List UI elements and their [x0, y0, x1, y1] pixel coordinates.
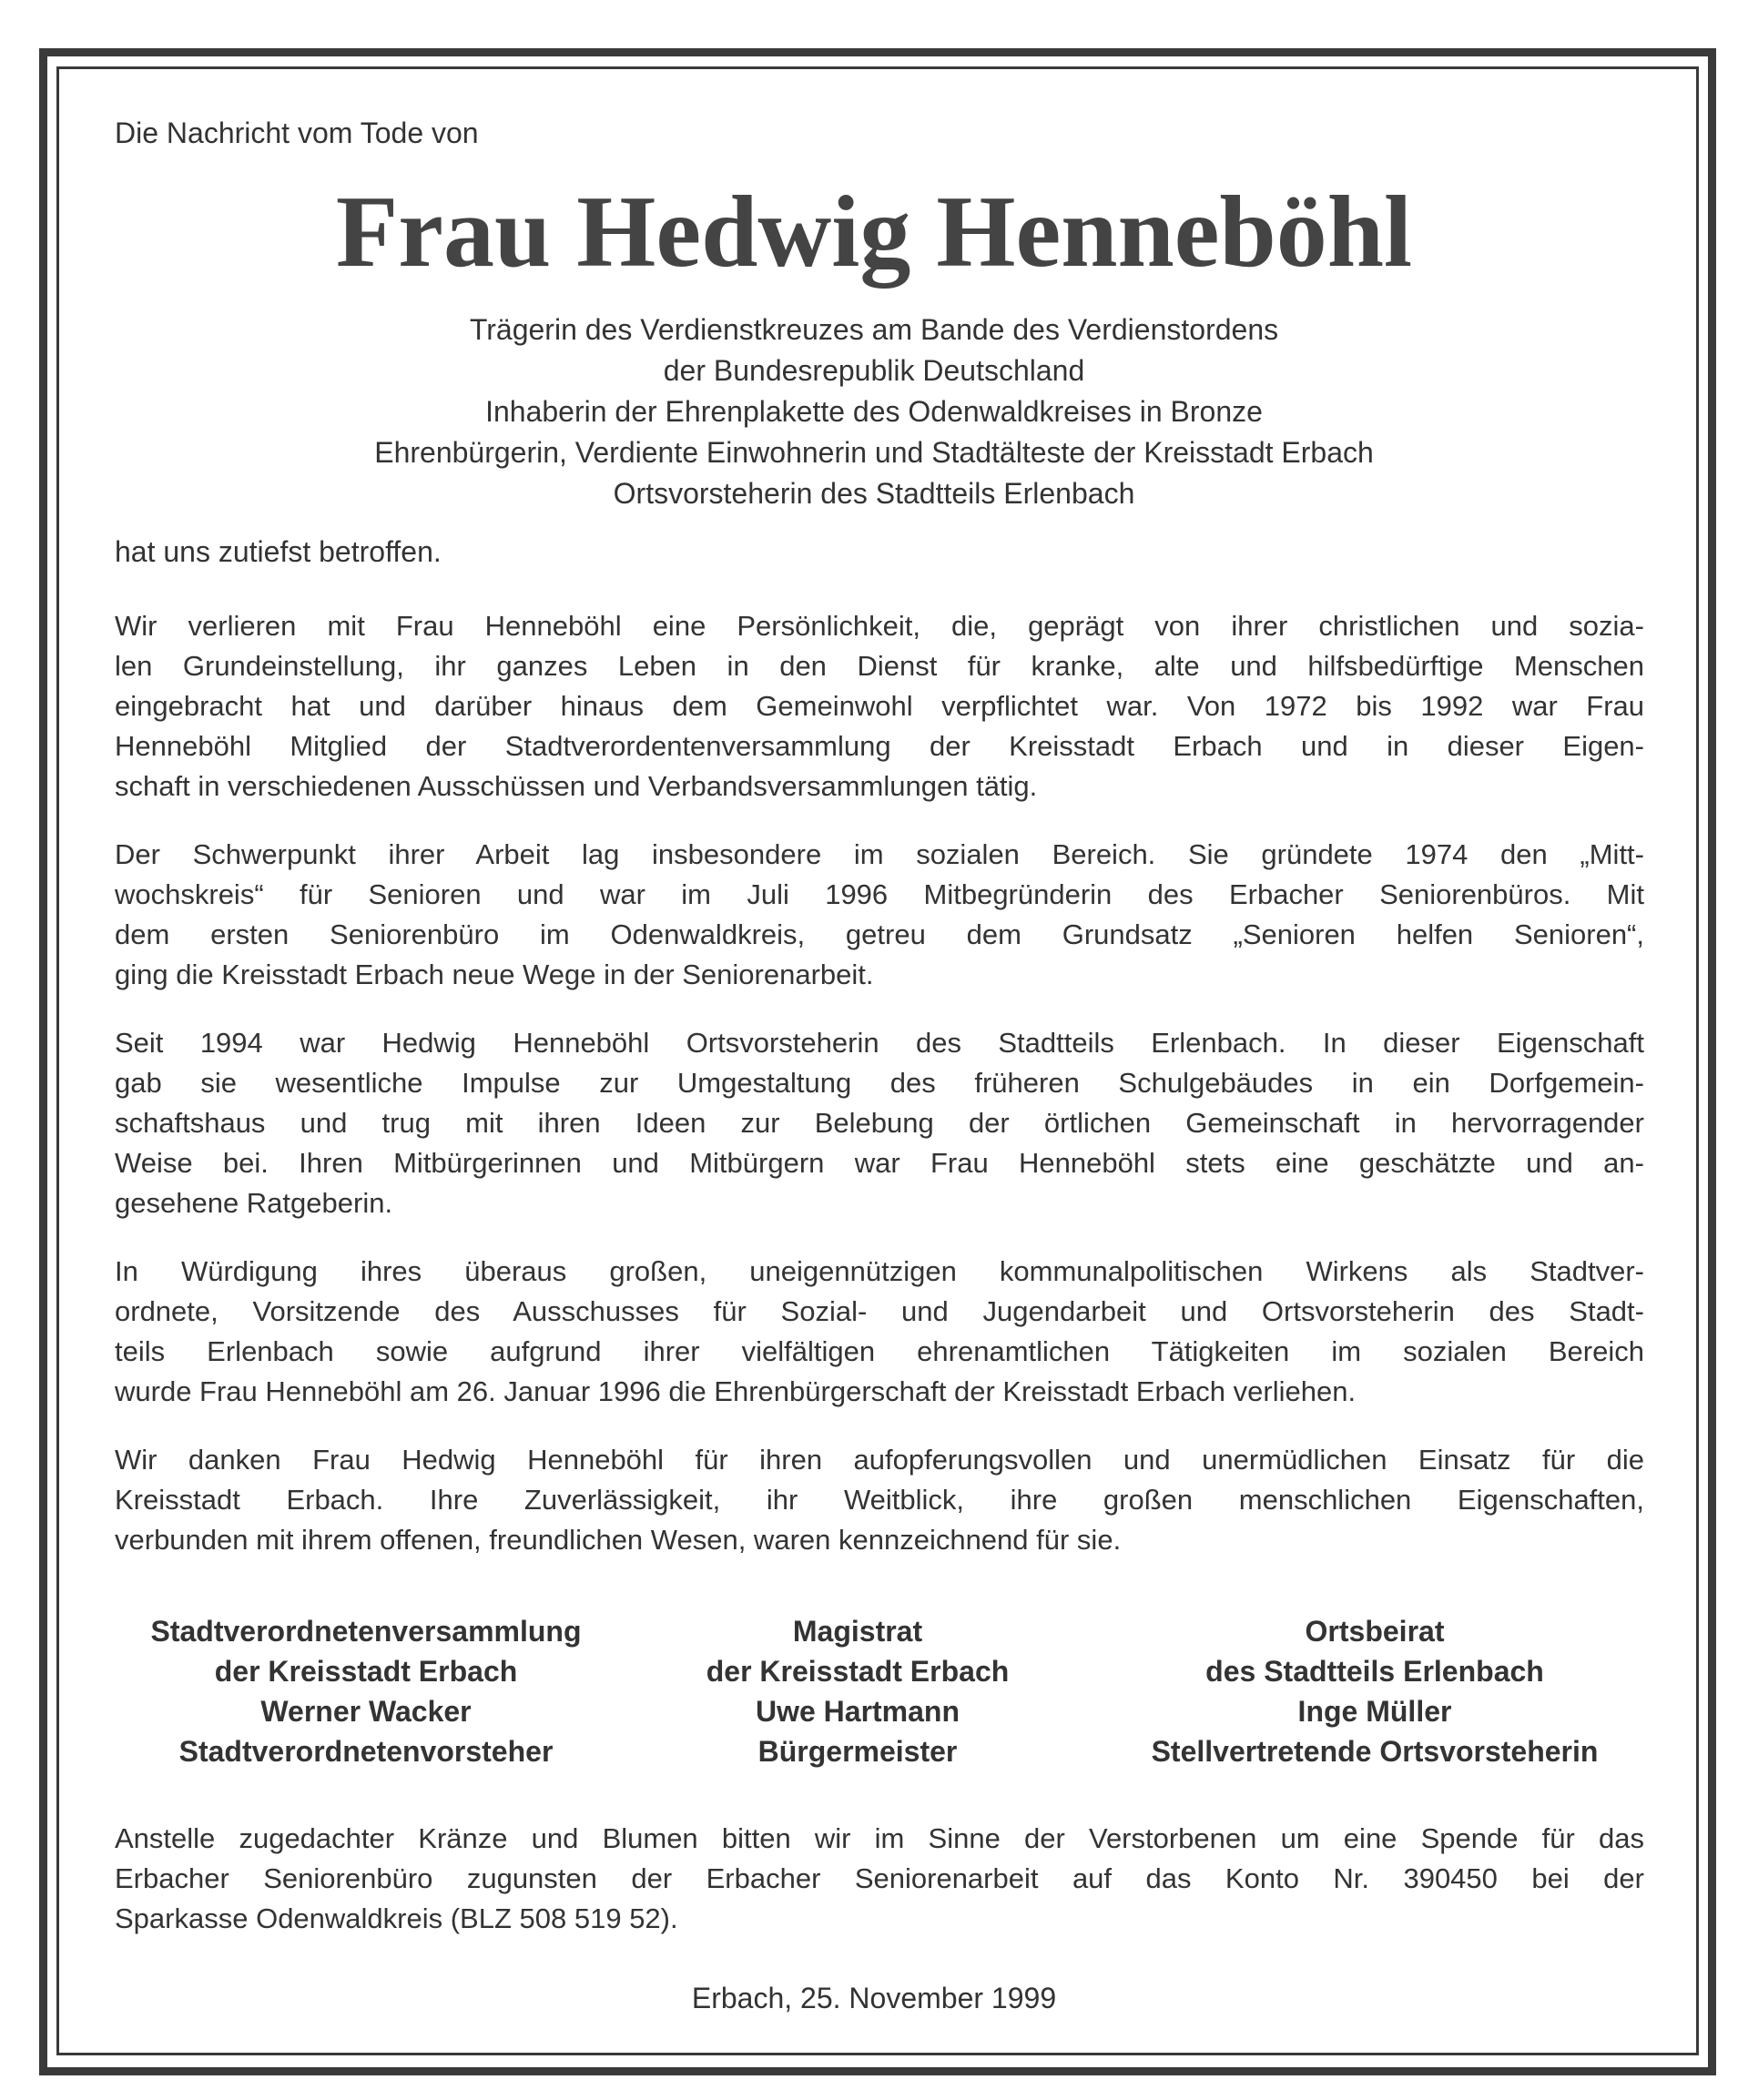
paragraph-line: Henneböhl Mitglied der Stadtverordentenversammlung der Kreisstadt Erbach und in dieser Eigen-	[115, 730, 1644, 762]
obituary-body	[115, 606, 1644, 1588]
honor-line: Ortsvorsteherin des Stadtteils Erlenbach	[613, 477, 1135, 510]
signature-line: Stellvertretende Ortsvorsteherin	[1151, 1735, 1599, 1768]
donation-request	[115, 1819, 1644, 1939]
signature-line: der Kreisstadt Erbach	[706, 1655, 1010, 1688]
honor-line: Ehrenbürgerin, Verdiente Einwohnerin und Stadtälteste der Kreisstadt Erbach	[374, 436, 1374, 469]
paragraph-line: Der Schwerpunkt ihrer Arbeit lag insbesondere im sozialen Bereich. Sie gründete 1974 den „Mitt-	[115, 838, 1644, 870]
intro-text: Die Nachricht vom Tode von	[115, 117, 479, 149]
paragraph-line: ging die Kreisstadt Erbach neue Wege in der Seniorenarbeit.	[115, 959, 874, 990]
paragraph-line: Kreisstadt Erbach. Ihre Zuverlässigkeit, ihr Weitblick, ihre großen menschlichen Eigenschaften,	[115, 1484, 1644, 1516]
paragraph	[115, 1440, 1644, 1560]
place-and-date: Erbach, 25. November 1999	[691, 1982, 1057, 2014]
paragraph-line: ordnete, Vorsitzende des Ausschusses für Sozial- und Jugendarbeit und Ortsvorsteherin des Stadt-	[115, 1295, 1644, 1327]
signature-line: Ortsbeirat	[1305, 1615, 1445, 1648]
signature-line: Stadtverordnetenversammlung	[150, 1615, 582, 1648]
signature-line: Inge Müller	[1297, 1695, 1452, 1728]
paragraph-line: gab sie wesentliche Impulse zur Umgestaltung des früheren Schulgebäudes in ein Dorfgemein-	[115, 1067, 1644, 1099]
paragraph-line: Wir verlieren mit Frau Henneböhl eine Persönlichkeit, die, geprägt von ihrer christlichen und sozia-	[115, 610, 1644, 642]
donation-line: Anstelle zugedachter Kränze und Blumen bitten wir im Sinne der Verstorbenen um eine Spende für das	[115, 1822, 1644, 1854]
paragraph-line: schaftshaus und trug mit ihren Ideen zur Belebung der örtlichen Gemeinschaft in hervorragender	[115, 1107, 1644, 1139]
signature-line: Werner Wacker	[260, 1695, 472, 1728]
paragraph-line: In Würdigung ihres überaus großen, uneigennützigen kommunalpolitischen Wirkens als Stadtver-	[115, 1255, 1644, 1287]
paragraph	[115, 835, 1644, 995]
paragraph-line: gesehene Ratgeberin.	[115, 1187, 393, 1219]
lead-text: hat uns zutiefst betroffen.	[115, 535, 442, 568]
paragraph	[115, 1252, 1644, 1412]
paragraph-line: teils Erlenbach sowie aufgrund ihrer vielfältigen ehrenamtlichen Tätigkeiten im sozialen Bereich	[115, 1335, 1644, 1367]
paragraph-line: eingebracht hat und darüber hinaus dem Gemeinwohl verpflichtet war. Von 1972 bis 1992 war Frau	[115, 690, 1644, 722]
paragraph-line: Weise bei. Ihren Mitbürgerinnen und Mitbürgern war Frau Henneböhl stets eine geschätzte und an-	[115, 1147, 1644, 1179]
honor-line: Trägerin des Verdienstkreuzes am Bande des Verdienstordens	[469, 313, 1279, 346]
signature-line: Stadtverordnetenvorsteher	[178, 1735, 554, 1768]
signature-line: Uwe Hartmann	[755, 1695, 960, 1728]
honors-list	[0, 309, 1748, 514]
signature-block-local-council	[1056, 1611, 1693, 1771]
paragraph-line: verbunden mit ihrem offenen, freundlichen Wesen, waren kennzeichnend für sie.	[115, 1524, 1122, 1556]
signature-line: des Stadtteils Erlenbach	[1205, 1655, 1544, 1688]
paragraph-line: dem ersten Seniorenbüro im Odenwaldkreis, getreu dem Grundsatz „Senioren helfen Senioren“,	[115, 918, 1644, 950]
paragraph	[115, 1023, 1644, 1223]
signature-line: Bürgermeister	[757, 1735, 958, 1768]
paragraph-line: len Grundeinstellung, ihr ganzes Leben in den Dienst für kranke, alte und hilfsbedürftige Menschen	[115, 650, 1644, 682]
deceased-name-title: Frau Hedwig Henneböhl	[335, 176, 1413, 289]
paragraph-line: wurde Frau Henneböhl am 26. Januar 1996 die Ehrenbürgerschaft der Kreisstadt Erbach verliehen.	[115, 1375, 1357, 1407]
donation-line: Erbacher Seniorenbüro zugunsten der Erbacher Seniorenarbeit auf das Konto Nr. 390450 bei der	[115, 1862, 1644, 1894]
honor-line: Inhaberin der Ehrenplakette des Odenwaldkreises in Bronze	[485, 395, 1263, 428]
paragraph-line: wochskreis“ für Senioren und war im Juli 1996 Mitbegründerin des Erbacher Seniorenbüros. Mit	[115, 878, 1644, 910]
signature-line: der Kreisstadt Erbach	[214, 1655, 518, 1688]
signature-line: Magistrat	[792, 1615, 923, 1648]
paragraph-line: Seit 1994 war Hedwig Henneböhl Ortsvorsteherin des Stadtteils Erlenbach. In dieser Eigenschaft	[115, 1027, 1644, 1059]
donation-line: Sparkasse Odenwaldkreis (BLZ 508 519 52).	[115, 1902, 678, 1934]
paragraph	[115, 606, 1644, 807]
paragraph-line: schaft in verschiedenen Ausschüssen und Verbandsversammlungen tätig.	[115, 770, 1038, 802]
paragraph-line: Wir danken Frau Hedwig Henneböhl für ihren aufopferungsvollen und unermüdlichen Einsatz für die	[115, 1444, 1644, 1476]
honor-line: der Bundesrepublik Deutschland	[663, 354, 1085, 387]
